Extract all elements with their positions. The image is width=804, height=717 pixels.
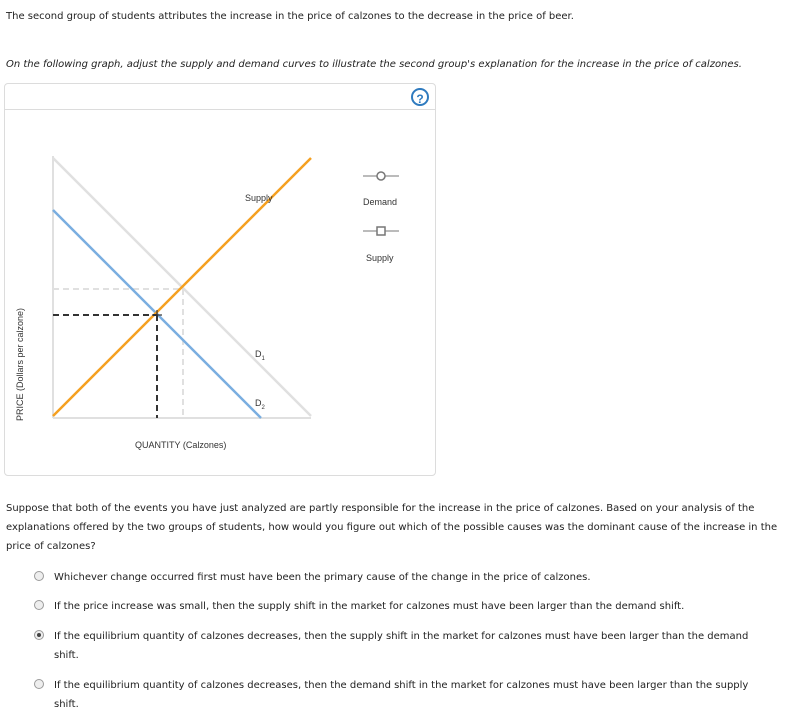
option-1-text: Whichever change occurred first must have been the primary cause of the change in the price of calzones. — [54, 572, 591, 583]
legend-supply-tool[interactable] — [363, 227, 399, 263]
legend-demand-tool[interactable] — [363, 172, 399, 207]
x-axis-label: QUANTITY (Calzones) — [135, 440, 227, 450]
radio-button-3[interactable] — [34, 630, 44, 640]
option-3-text: If the equilibrium quantity of calzones decreases, then the supply shift in the market for calzones must have been larger than the demand shift. — [54, 631, 749, 661]
legend-demand-label: Demand — [363, 197, 398, 207]
demand-label-d2: $D_2$ — [255, 398, 265, 411]
radio-button-1[interactable] — [34, 571, 44, 581]
question-text: Suppose that both of the events you have just analyzed are partly responsible for the increase in the price of calzones. Based on your analysis of the explanations offered by the two groups of students, how would you figure out which of the possible causes was the dominant cause of the increase in the price of calzones? — [6, 503, 778, 552]
radio-button-2[interactable] — [34, 600, 44, 610]
option-4-text: If the equilibrium quantity of calzones decreases, then the demand shift in the market for calzones must have been larger than the supply shift. — [54, 680, 749, 710]
intro-text: The second group of students attributes the increase in the price of calzones to the decrease in the price of beer. — [6, 11, 574, 22]
square-icon — [377, 227, 385, 235]
demand-label-d1: $D_1$ — [255, 349, 265, 362]
graph-panel — [4, 83, 436, 476]
instruction-text: On the following graph, adjust the supply and demand curves to illustrate the second group's explanation for the increase in the price of calzones. — [6, 59, 742, 70]
y-axis-label: PRICE (Dollars per calzone) — [15, 307, 25, 421]
radio-button-4[interactable] — [34, 679, 44, 689]
help-icon: ? — [416, 92, 424, 106]
option-2-text: If the price increase was small, then the supply shift in the market for calzones must have been larger than the demand shift. — [54, 601, 685, 612]
supply-curve-label: Supply — [245, 193, 273, 203]
circle-icon — [377, 172, 385, 180]
graph-canvas — [5, 84, 435, 474]
legend-supply-label: Supply — [366, 253, 394, 263]
